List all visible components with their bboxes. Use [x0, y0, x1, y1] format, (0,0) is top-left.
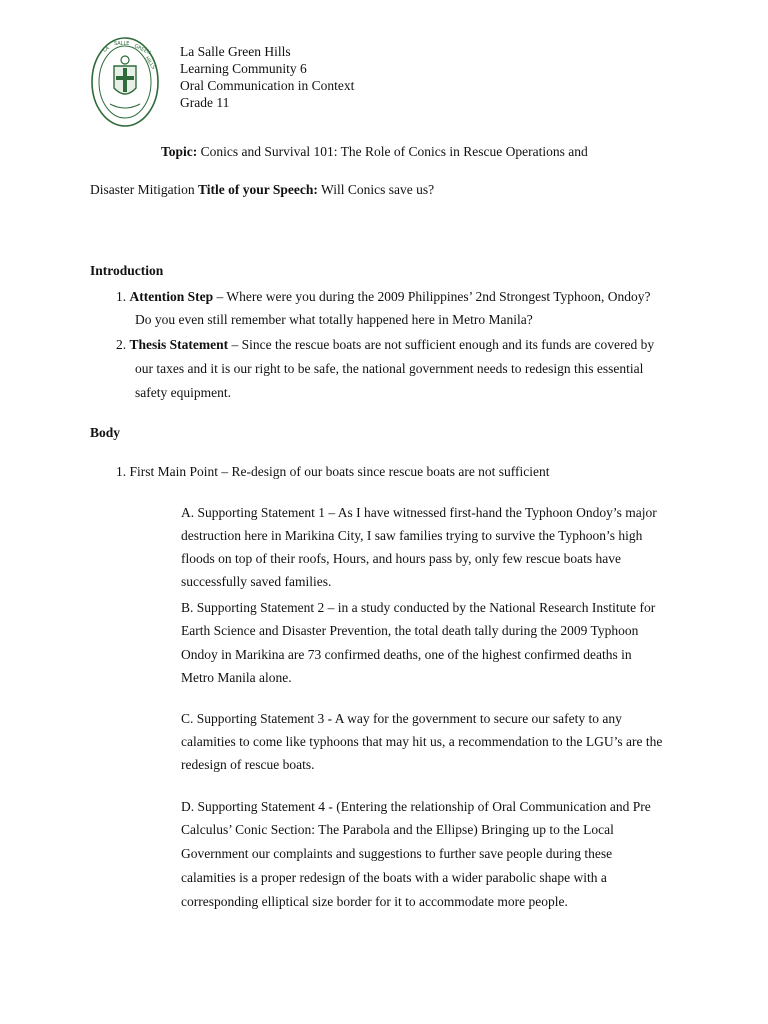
svg-text:GREEN: GREEN	[133, 43, 152, 57]
intro-item-1-line-2: Do you even still remember what totally happened here in Metro Manila?	[135, 312, 533, 327]
thesis-statement-label: Thesis Statement	[129, 337, 229, 352]
intro-item-1-dash: –	[213, 289, 227, 304]
header-community: Learning Community 6	[180, 61, 307, 76]
intro-item-2-line-3: safety equipment.	[135, 385, 231, 400]
statement-b-line-1: B. Supporting Statement 2 – in a study conducted by the National Research Institute for	[181, 600, 656, 615]
statement-c-line-2: calamities to come like typhoons that may hit us, a recommendation to the LGU’s are the	[181, 734, 663, 749]
intro-item-1-text: Where were you during the 2009 Philippines’ 2nd Strongest Typhoon, Ondoy?	[226, 289, 651, 304]
intro-item-1-number: 1.	[116, 289, 127, 304]
statement-d-line-4: calamities is a proper redesign of the boats with a wider parabolic shape with a	[181, 870, 607, 885]
statement-d-line-5: corresponding elliptical size border for it to accommodate more people.	[181, 894, 568, 909]
statement-c-line-1: C. Supporting Statement 3 - A way for the government to secure our safety to any	[181, 711, 622, 726]
statement-b-line-4: Metro Manila alone.	[181, 670, 292, 685]
school-seal-logo	[90, 36, 160, 128]
header-school-name: La Salle Green Hills	[180, 44, 291, 59]
topic-label: Topic:	[161, 144, 198, 159]
speech-title-label: Title of your Speech:	[198, 182, 318, 197]
svg-text:SALLE: SALLE	[114, 41, 130, 47]
intro-item-1-first-line	[116, 289, 651, 305]
statement-b-line-3: Ondoy in Marikina are 73 confirmed deaths, one of the highest confirmed deaths in	[181, 647, 632, 662]
svg-text:LA: LA	[102, 45, 111, 54]
intro-item-2-number: 2.	[116, 337, 127, 352]
topic-text-2: Disaster Mitigation	[90, 182, 195, 197]
statement-d-line-1: D. Supporting Statement 4 - (Entering the relationship of Oral Communication and Pre	[181, 799, 651, 814]
statement-d-line-2: Calculus’ Conic Section: The Parabola and the Ellipse) Bringing up to the Local	[181, 822, 614, 837]
intro-item-2-text: Since the rescue boats are not sufficient enough and its funds are covered by	[241, 337, 655, 352]
topic-line-1	[161, 144, 588, 160]
intro-item-2-first-line	[116, 337, 654, 353]
topic-text-1: Conics and Survival 101: The Role of Conics in Rescue Operations and	[200, 144, 588, 159]
statement-a-line-2: destruction here in Marikina City, I saw families trying to survive the Typhoon’s high	[181, 528, 643, 543]
statement-a-line-4: successfully saved families.	[181, 574, 332, 589]
statement-c-line-3: redesign of rescue boats.	[181, 757, 315, 772]
intro-item-2-dash: –	[228, 337, 242, 352]
intro-item-2-line-2: our taxes and it is our right to be safe, the national government needs to redesign this essential	[135, 361, 644, 376]
statement-d-line-3: Government our complaints and suggestions to further save people during these	[181, 846, 613, 861]
svg-text:HILLS: HILLS	[143, 55, 157, 71]
header-course: Oral Communication in Context	[180, 78, 355, 93]
topic-line-2	[90, 182, 434, 198]
attention-step-label: Attention Step	[129, 289, 214, 304]
header-grade: Grade 11	[180, 95, 230, 110]
speech-title: Will Conics save us?	[321, 182, 435, 197]
body-heading: Body	[90, 425, 121, 440]
introduction-heading: Introduction	[90, 263, 164, 278]
statement-a-line-3: floods on top of their roofs, Hours, and hours pass by, only few rescue boats have	[181, 551, 622, 566]
first-main-point: 1. First Main Point – Re-design of our boats since rescue boats are not sufficient	[116, 464, 550, 479]
statement-b-line-2: Earth Science and Disaster Prevention, the total death tally during the 2009 Typhoon	[181, 623, 639, 638]
statement-a-line-1: A. Supporting Statement 1 – As I have witnessed first-hand the Typhoon Ondoy’s major	[181, 505, 657, 520]
